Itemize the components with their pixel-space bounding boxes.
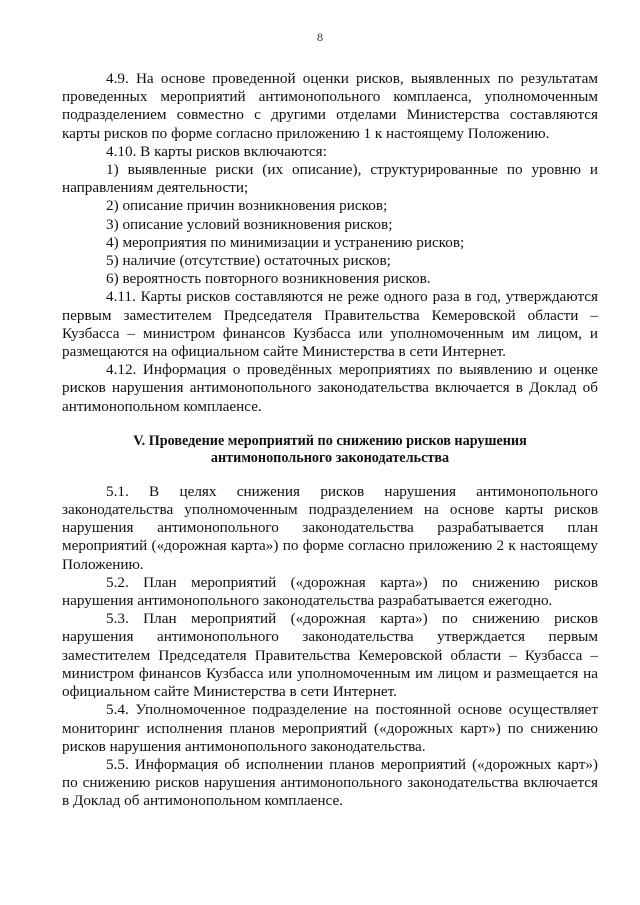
document-body <box>62 70 598 811</box>
list-item: 3) описание условий возникновения рисков; <box>106 215 393 233</box>
list-item: 1) выявленные риски (их описание), структурированные по уровню и направлениям деятельности; <box>62 161 598 197</box>
list-item: 6) вероятность повторного возникновения рисков. <box>106 270 431 288</box>
paragraph-4-11: 4.11. Карты рисков составляются не реже одного раза в год, утверждаются первым заместителем Председателя Правительства Кемеровской области – Кузбасса – министром финансов Кузбасса или уполномоченным им лицом, и размещаются на официальном сайте Министерства в сети Интернет. <box>62 288 598 361</box>
paragraph-5-1: 5.1. В целях снижения рисков нарушения антимонопольного законодательства уполномоченным подразделением на основе карты рисков нарушения антимонопольного законодательства разрабатывается план мероприятий («дорожная карта») по форме согласно приложению 2 к настоящему Положению. <box>62 482 598 573</box>
section-heading-line-2: антимонопольного законодательства <box>210 449 450 466</box>
paragraph-4-9: 4.9. На основе проведенной оценки рисков, выявленных по результатам проведенных мероприятий антимонопольного комплаенса, уполномоченным подразделением совместно с другими отделами Министерства составляются карты рисков по форме согласно приложению 1 к настоящему Положению. <box>62 70 598 142</box>
section-heading <box>62 433 598 467</box>
page-number: 8 <box>317 30 323 44</box>
paragraph-4-10: 4.10. В карты рисков включаются: <box>106 142 327 160</box>
paragraph-4-12: 4.12. Информация о проведённых мероприятиях по выявлению и оценке рисков нарушения антимонопольного законодательства включается в Доклад об антимонопольном комплаенсе. <box>62 361 598 415</box>
paragraph-5-2: 5.2. План мероприятий («дорожная карта») по снижению рисков нарушения антимонопольного законодательства разрабатывается ежегодно. <box>62 573 598 610</box>
paragraph-5-3: 5.3. План мероприятий («дорожная карта») по снижению рисков нарушения антимонопольного законодательства утверждается первым заместителем Председателя Правительства Кемеровской области – Кузбасса – министром финансов Кузбасса или уполномоченным им лицом и размещается на официальном сайте Министерства в сети Интернет. <box>62 610 598 701</box>
paragraph-5-5: 5.5. Информация об исполнении планов мероприятий («дорожных карт») по снижению рисков нарушения антимонопольного законодательства включается в Доклад об антимонопольном комплаенсе. <box>62 755 598 810</box>
paragraph-5-4: 5.4. Уполномоченное подразделение на постоянной основе осуществляет мониторинг исполнения планов мероприятий («дорожных карт») по снижению рисков нарушения антимонопольного законодательства. <box>62 701 598 755</box>
list-item: 5) наличие (отсутствие) остаточных рисков; <box>106 252 391 270</box>
list-item: 2) описание причин возникновения рисков; <box>106 197 388 215</box>
section-heading-line-1: V. Проведение мероприятий по снижению рисков нарушения <box>133 432 527 449</box>
list-item: 4) мероприятия по минимизации и устранению рисков; <box>106 233 465 251</box>
